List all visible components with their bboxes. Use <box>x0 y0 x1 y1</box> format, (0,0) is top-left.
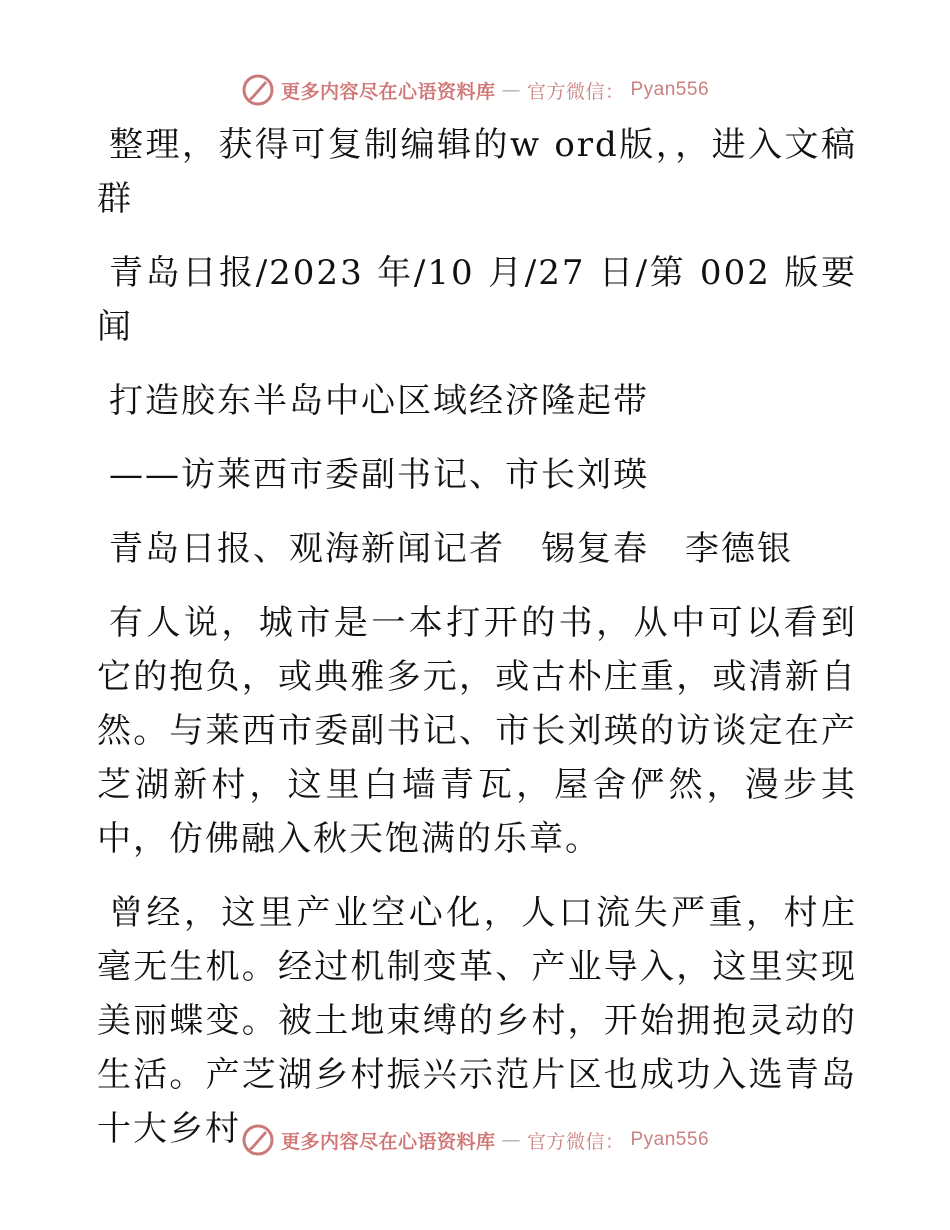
article-subheadline: ——访莱西市委副书记、市长刘瑛 <box>109 455 649 495</box>
watermark-dash: — <box>501 1129 521 1151</box>
intro-line: 整理，获得可复制编辑的w ord版，，进入文稿群 <box>97 125 857 219</box>
watermark-dash: — <box>501 79 521 101</box>
article-headline: 打造胶东半岛中心区域经济隆起带 <box>109 381 649 421</box>
quill-circle-icon <box>241 73 275 107</box>
watermark-brand: 更多内容尽在心语资料库 <box>280 80 496 103</box>
watermark-wechat-label: 官方微信： <box>526 1130 625 1153</box>
watermark-wechat-id: Pyan556 <box>630 79 710 100</box>
article-paragraph: 曾经，这里产业空心化，人口流失严重，村庄毫无生机。经过机制变革、产业导入，这里实现美丽蝶变。被土地束缚的乡村，开始拥抱灵动的生活。产芝湖乡村振兴示范片区也成功入选青岛十大乡村 <box>97 893 857 1149</box>
header-watermark <box>0 70 950 110</box>
document-body <box>97 118 857 1156</box>
watermark-wechat-id: Pyan556 <box>630 1129 710 1150</box>
source-line: 青岛日报/2023 年/10 月/27 日/第 002 版要闻 <box>97 253 857 347</box>
article-paragraph: 有人说，城市是一本打开的书，从中可以看到它的抱负，或典雅多元，或古朴庄重，或清新自然。与莱西市委副书记、市长刘瑛的访谈定在产芝湖新村，这里白墙青瓦，屋舍俨然，漫步其中，仿佛融入秋天饱满的乐章。 <box>97 603 857 859</box>
quill-circle-icon <box>241 1123 275 1157</box>
watermark-wechat-label: 官方微信： <box>526 80 625 103</box>
watermark-brand: 更多内容尽在心语资料库 <box>280 1130 496 1153</box>
article-byline: 青岛日报、观海新闻记者 锡复春 李德银 <box>109 529 793 569</box>
footer-watermark <box>0 1120 950 1160</box>
